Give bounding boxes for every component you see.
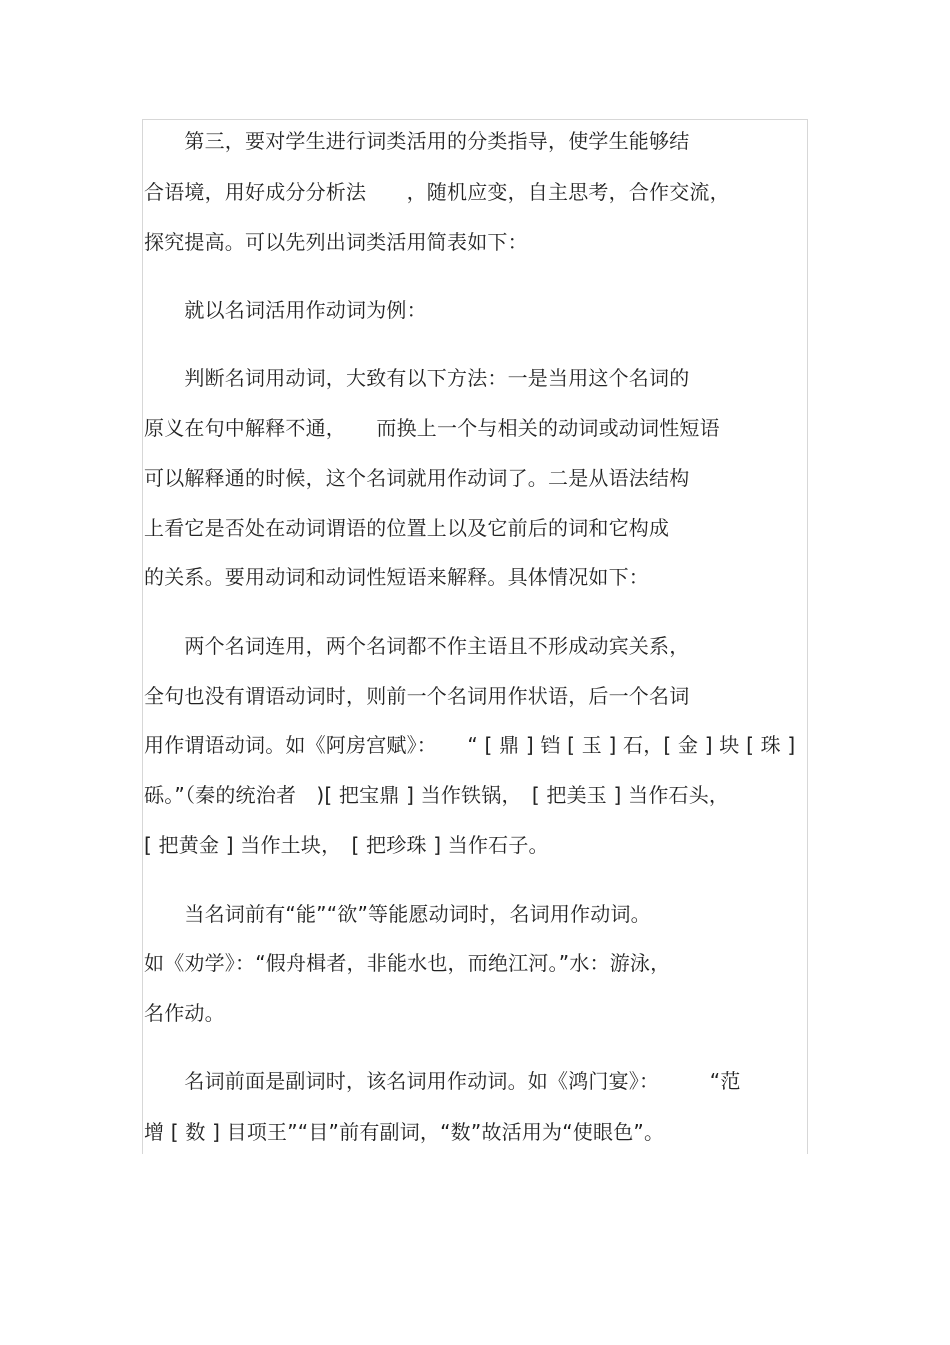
text-line: 第三，要对学生进行词类活用的分类指导，使学生能够结	[144, 129, 690, 153]
text-line: 名词前面是副词时，该名词用作动词。如《鸿门宴》： “范	[144, 1069, 741, 1093]
text-line: 可以解释通的时候，这个名词就用作动词了。二是从语法结构	[144, 466, 690, 490]
text-line: 上看它是否处在动词谓语的位置上以及它前后的词和它构成	[144, 516, 670, 540]
text-line: 原义在句中解释不通， 而换上一个与相关的动词或动词性短语	[144, 416, 720, 440]
text-line: 增 [ 数 ] 目项王”“目”前有副词，“数”故活用为“使眼色”。	[144, 1120, 665, 1144]
text-line: 探究提高。可以先列出词类活用简表如下：	[144, 230, 528, 254]
text-line: 砾。”（秦的统治者 )[ 把宝鼎 ] 当作铁锅， [ 把美玉 ] 当作石头，	[144, 783, 730, 807]
text-line: 名作动。	[144, 1001, 225, 1025]
text-line: 就以名词活用作动词为例：	[144, 298, 427, 322]
text-line: 两个名词连用，两个名词都不作主语且不形成动宾关系，	[144, 634, 690, 658]
text-line: 全句也没有谓语动词时，则前一个名词用作状语，后一个名词	[144, 684, 690, 708]
text-line: 当名词前有“能”“欲”等能愿动词时，名词用作动词。	[144, 902, 651, 926]
text-line: 判断名词用动词，大致有以下方法：一是当用这个名词的	[144, 366, 690, 390]
text-line: 用作谓语动词。如《阿房宫赋》： “ [ 鼎 ] 铛 [ 玉 ] 石，[ 金 ] 块 [ 珠 ]	[144, 733, 796, 757]
text-line: [ 把黄金 ] 当作土块， [ 把珍珠 ] 当作石子。	[144, 833, 549, 857]
text-line: 如《劝学》：“假舟楫者，非能水也，而绝江河。”水：游泳，	[144, 951, 671, 975]
text-line: 的关系。要用动词和动词性短语来解释。具体情况如下：	[144, 565, 649, 589]
text-line: 合语境，用好成分分析法 ，随机应变，自主思考，合作交流，	[144, 180, 730, 204]
